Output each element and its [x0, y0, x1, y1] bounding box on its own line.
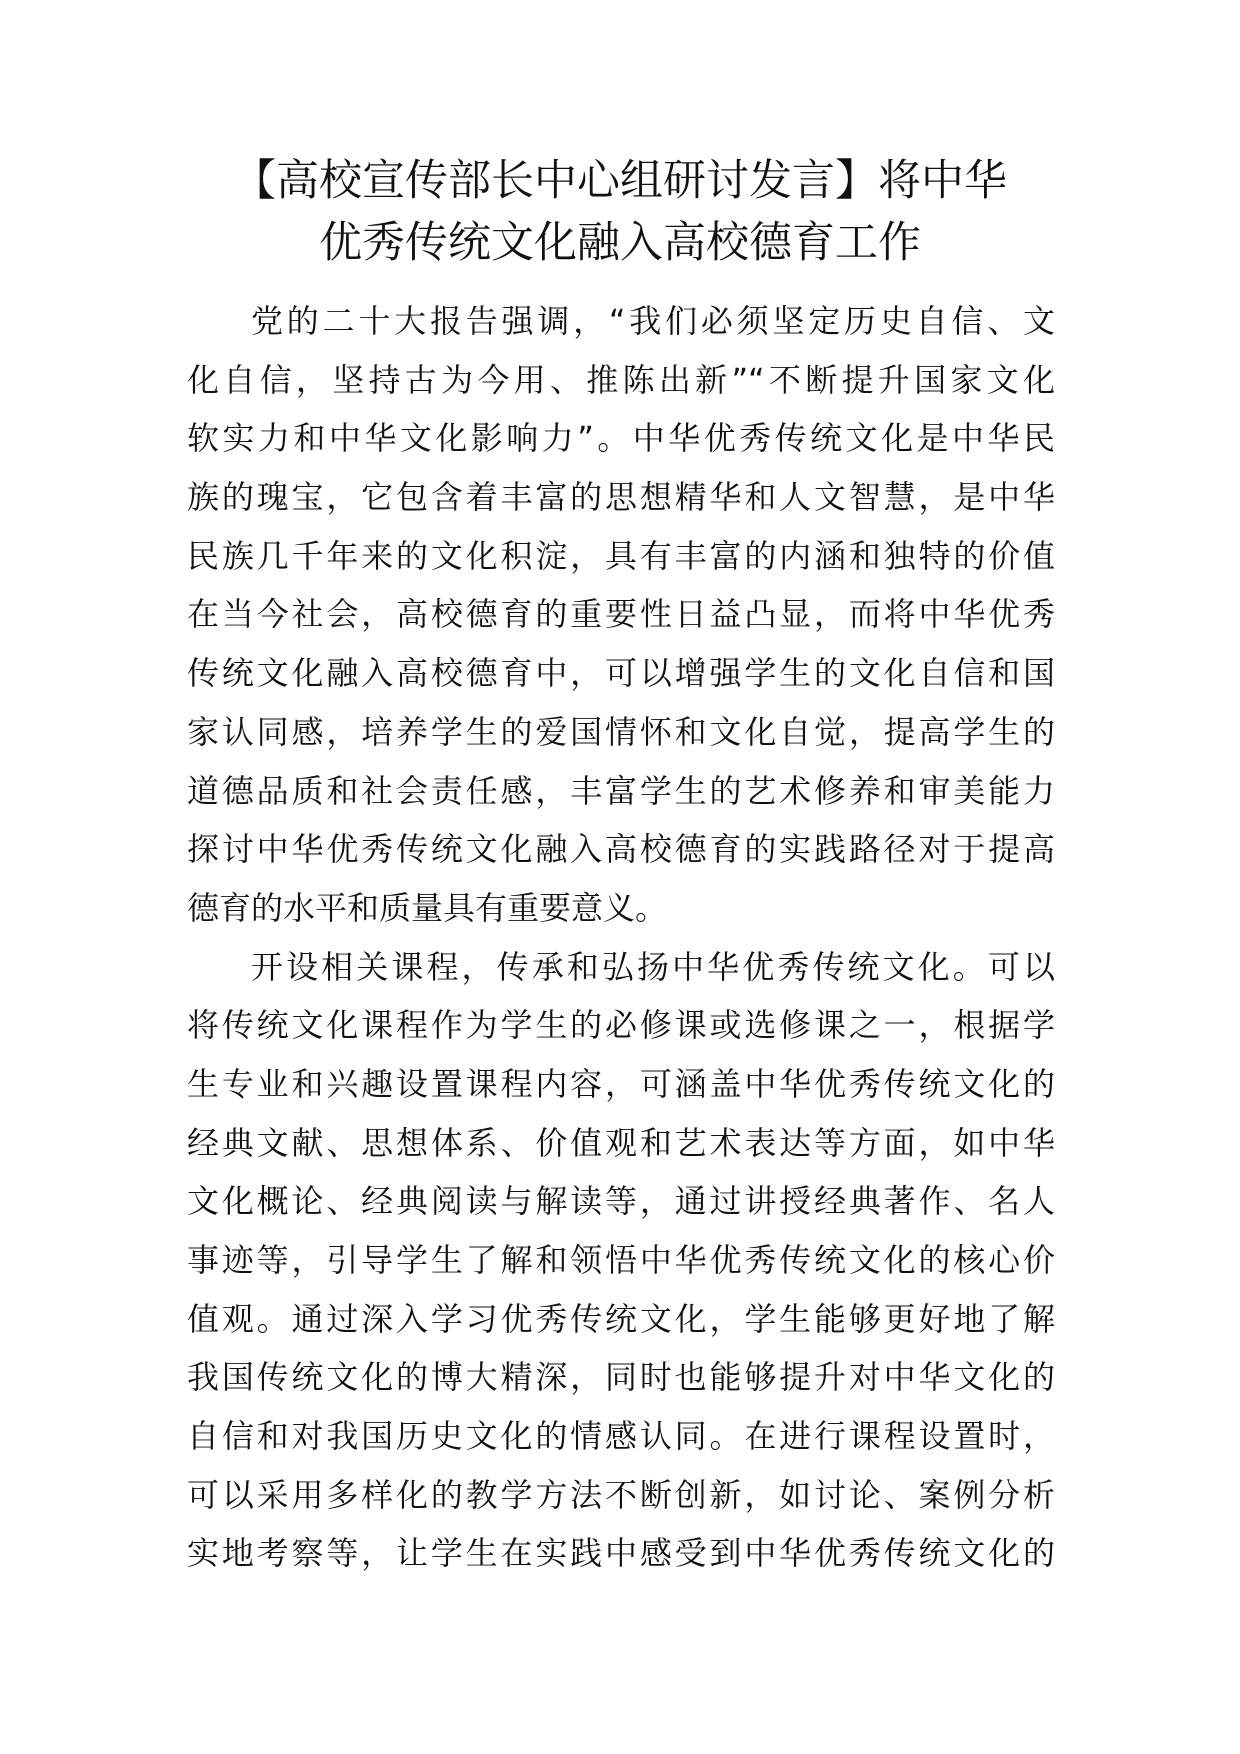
paragraph-line: 民族几千年来的文化积淀，具有丰富的内涵和独特的价值 [187, 536, 1055, 575]
paragraph-line: 在当今社会，高校德育的重要性日益凸显，而将中华优秀 [187, 595, 1055, 634]
paragraph-line: 道德品质和社会责任感，丰富学生的艺术修养和审美能力 [187, 771, 1055, 810]
title-line-1: 【高校宣传部长中心组研讨发言】将中华 [233, 156, 1007, 206]
paragraph-line: 传统文化融入高校德育中，可以增强学生的文化自信和国 [187, 654, 1055, 693]
title-line-2: 优秀传统文化融入高校德育工作 [319, 218, 921, 268]
paragraph-line: 化自信，坚持古为今用、推陈出新”“不断提升国家文化 [187, 360, 1055, 399]
paragraph-line: 德育的水平和质量具有重要意义。 [187, 888, 668, 927]
paragraph-line: 将传统文化课程作为学生的必修课或选修课之一，根据学 [187, 1006, 1055, 1045]
paragraph-line: 我国传统文化的博大精深，同时也能够提升对中华文化的 [187, 1358, 1055, 1397]
paragraph-1 [187, 292, 1055, 938]
paragraph-line: 经典文献、思想体系、价值观和艺术表达等方面，如中华 [187, 1123, 1055, 1162]
paragraph-line: 家认同感，培养学生的爱国情怀和文化自觉，提高学生的 [187, 712, 1055, 751]
paragraph-line: 族的瑰宝，它包含着丰富的思想精华和人文智慧，是中华 [187, 478, 1055, 517]
paragraph-line: 自信和对我国历史文化的情感认同。在进行课程设置时， [187, 1417, 1055, 1456]
paragraph-line: 可以采用多样化的教学方法不断创新，如讨论、案例分析 [187, 1475, 1055, 1514]
paragraph-line: 文化概论、经典阅读与解读等，通过讲授经典著作、名人 [187, 1182, 1055, 1221]
paragraph-line: 开设相关课程，传承和弘扬中华优秀传统文化。可以 [251, 947, 1055, 986]
paragraph-line: 值观。通过深入学习优秀传统文化，学生能够更好地了解 [187, 1299, 1055, 1338]
paragraph-line: 实地考察等，让学生在实践中感受到中华优秀传统文化的 [187, 1534, 1055, 1573]
paragraph-line: 生专业和兴趣设置课程内容，可涵盖中华优秀传统文化的 [187, 1064, 1055, 1103]
paragraph-line: 事迹等，引导学生了解和领悟中华优秀传统文化的核心价 [187, 1241, 1055, 1279]
document-body [187, 292, 1055, 1583]
paragraph-line: 软实力和中华文化影响力”。中华优秀传统文化是中华民 [187, 419, 1055, 458]
document-title [150, 150, 1090, 274]
paragraph-line: 探讨中华优秀传统文化融入高校德育的实践路径对于提高 [187, 830, 1055, 869]
paragraph-2 [187, 938, 1055, 1584]
paragraph-line: 党的二十大报告强调，“我们必须坚定历史自信、文 [251, 302, 1055, 340]
